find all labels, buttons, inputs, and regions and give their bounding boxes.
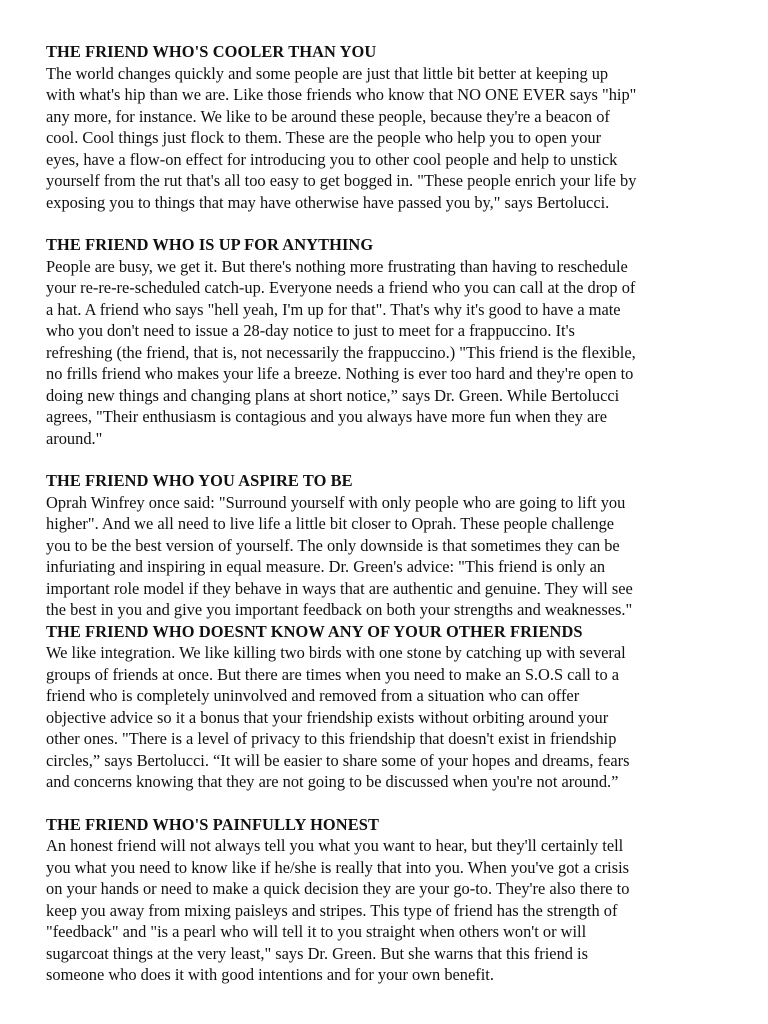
section-body (46, 256, 748, 450)
section-heading: THE FRIEND WHO YOU ASPIRE TO BE (46, 471, 353, 490)
text-line: infuriating and inspiring in equal measure. Dr. Green's advice: "This friend is only an (46, 557, 606, 576)
text-line: your re-re-re-scheduled catch-up. Everyone needs a friend who you can call at the drop of (46, 278, 636, 297)
text-line: objective advice so it a bonus that your friendship exists without orbiting around your (46, 707, 609, 727)
section-heading: THE FRIEND WHO IS UP FOR ANYTHING (46, 235, 374, 254)
section-up-for-anything (46, 234, 748, 449)
section-heading: THE FRIEND WHO'S COOLER THAN YOU (46, 42, 377, 61)
text-line: yourself from the rut that's all too easy to get bogged in. "These people enrich your life by (46, 171, 637, 190)
text-line: circles,” says Bertolucci. “It will be easier to share some of your hopes and dreams, fears (46, 750, 630, 770)
text-line: someone who does it with good intentions and for your own benefit. (46, 965, 494, 984)
text-line: you what you need to know like if he/she is really that into you. When you've got a crisis (46, 857, 630, 877)
text-line: higher". And we all need to live life a little bit closer to Oprah. These people challenge (46, 514, 615, 533)
text-line: Oprah Winfrey once said: "Surround yourself with only people who are going to lift you (46, 492, 626, 512)
section-spacer (46, 449, 748, 470)
section-heading: THE FRIEND WHO'S PAINFULLY HONEST (46, 814, 379, 834)
text-line: on your hands or need to make a quick decision they are your go-to. They're also there to (46, 879, 630, 898)
text-line: you to be the best version of yourself. The only downside is that sometimes they can be (46, 535, 620, 555)
text-line: refreshing (the friend, that is, not necessarily the frappuccino.) "This friend is the flexible, (46, 342, 636, 362)
section-cooler-friend (46, 41, 748, 213)
section-body (46, 63, 748, 214)
section-spacer (46, 793, 748, 814)
text-line: a hat. A friend who says "hell yeah, I'm up for that". That's why it's good to have a mate (46, 299, 621, 319)
text-line: around." (46, 428, 103, 448)
text-line: agrees, "Their enthusiasm is contagious and you always have more fun when they are (46, 407, 608, 426)
section-aspire-to-be (46, 470, 748, 621)
text-line: sugarcoat things at the very least," says Dr. Green. But she warns that this friend is (46, 943, 588, 963)
text-line: People are busy, we get it. But there's nothing more frustrating than having to reschedule (46, 256, 628, 276)
text-line: the best in you and give you important feedback on both your strengths and weaknesses." (46, 600, 633, 619)
section-painfully-honest (46, 814, 748, 986)
text-line: no frills friend who makes your life a breeze. Nothing is ever too hard and they're open to (46, 364, 634, 383)
text-line: eyes, have a flow-on effect for introducing you to other cool people and help to unstick (46, 149, 618, 169)
text-line: The world changes quickly and some people are just that little bit better at keeping up (46, 63, 609, 83)
text-line: other ones. "There is a level of privacy to this friendship that doesn't exist in friendship (46, 729, 617, 748)
text-line: We like integration. We like killing two birds with one stone by catching up with several (46, 643, 626, 662)
text-line: with what's hip than we are. Like those friends who know that NO ONE EVER says "hip" (46, 85, 637, 104)
text-line: important role model if they behave in ways that are authentic and genuine. They will see (46, 578, 633, 598)
section-body (46, 492, 748, 621)
section-body (46, 642, 748, 793)
text-line: friend who is completely uninvolved and removed from a situation who can offer (46, 686, 580, 705)
text-line: groups of friends at once. But there are times when you need to make an S.O.S call to a (46, 664, 620, 684)
text-line: doing new things and changing plans at short notice,” says Dr. Green. While Bertolucci (46, 385, 620, 405)
text-line: exposing you to things that may have otherwise have passed you by," says Bertolucci. (46, 192, 610, 212)
section-doesnt-know-other-friends (46, 621, 748, 793)
section-heading: THE FRIEND WHO DOESNT KNOW ANY OF YOUR OTHER FRIENDS (46, 621, 583, 641)
section-spacer (46, 213, 748, 234)
text-line: any more, for instance. We like to be around these people, because they're a beacon of (46, 106, 610, 126)
text-line: cool. Cool things just flock to them. These are the people who help you to open your (46, 128, 602, 147)
text-line: who you don't need to issue a 28-day notice to just to meet for a frappuccino. It's (46, 321, 575, 340)
section-body (46, 835, 748, 986)
text-line: "feedback" and "is a pearl who will tell it to you straight when others won't or will (46, 922, 587, 941)
text-line: and concerns knowing that they are not going to be discussed when you're not around.” (46, 772, 619, 791)
text-line: keep you away from mixing paisleys and stripes. This type of friend has the strength of (46, 900, 618, 920)
text-line: An honest friend will not always tell you what you want to hear, but they'll certainly tell (46, 836, 624, 855)
